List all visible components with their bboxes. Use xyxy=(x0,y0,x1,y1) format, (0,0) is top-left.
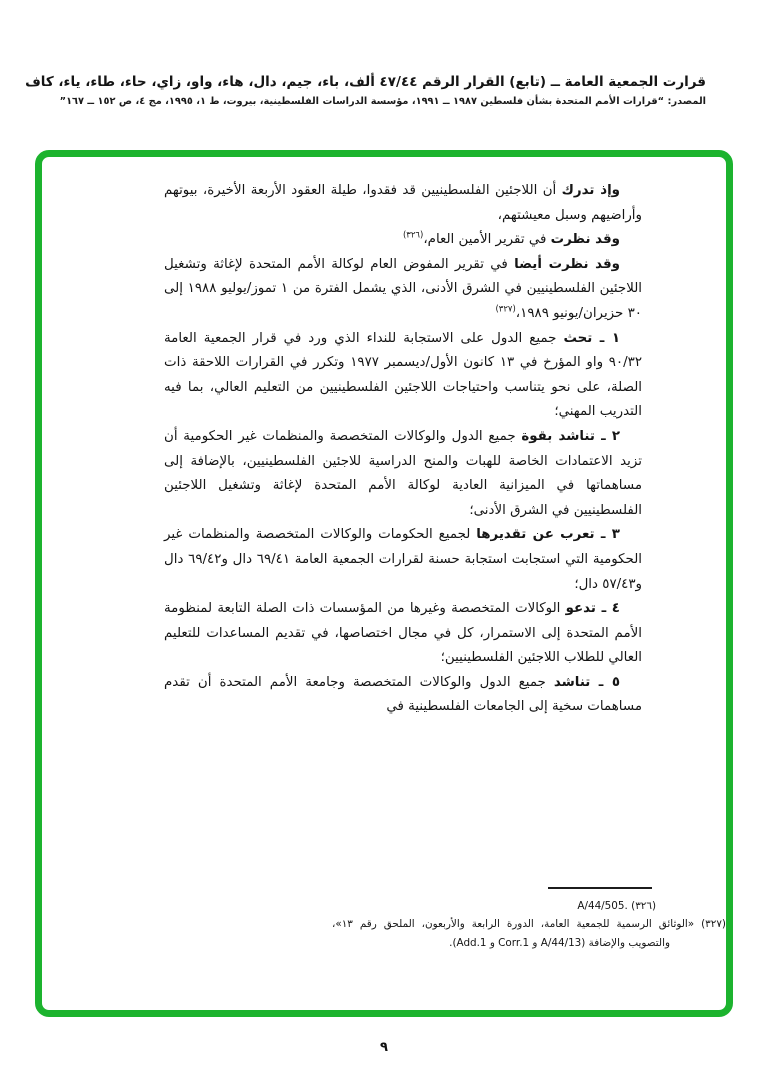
paragraph: وإذ تدرك أن اللاجئين الفلسطينيين قد فقدوا، طيلة العقود الأربعة الأخيرة، بيوتهم وأراضيهم وسبل معيشتهم، xyxy=(164,183,642,223)
paragraph-lead: ٢ ـ تناشد بقوة xyxy=(521,428,620,444)
footnotes-list xyxy=(328,897,726,953)
footnote xyxy=(328,897,726,916)
highlight-frame xyxy=(35,150,733,1017)
paragraph: ٢ ـ تناشد بقوة جميع الدول والوكالات المتخصصة والمنظمات غير الحكومية أن تزيد الاعتمادات الخاصة للهبات والمنح الدراسية للاجئين الفلسطينيين، بالإضافة إلى مساهماتها في الميزانية العادية لوكالة الأمم المتحدة لإغاثة وتشغيل اللاجئين الفلسطينيين في الشرق الأدنى؛ xyxy=(164,428,642,518)
footnote-text: A/44/505. xyxy=(577,899,628,912)
paragraph-lead: وقد نظرت xyxy=(550,232,620,248)
header-title: قرارت الجمعية العامة ــ (تابع) القرار الرقم ٤٧/٤٤ ألف، باء، جيم، دال، هاء، واو، زاي، حاء، طاء، ياء، كاف xyxy=(25,74,706,90)
footnote-reference: (٣٢٧) xyxy=(495,304,516,315)
paragraph-lead: ٣ ـ تعرب عن تقديرها xyxy=(476,527,620,543)
paragraph: ٤ ـ تدعو الوكالات المتخصصة وغيرها من المؤسسات ذات الصلة التابعة لمنظومة الأمم المتحدة إلى الاستمرار، كل في مجال اختصاصها، في تقديم المساعدات للتعليم العالي للطلاب اللاجئين الفلسطينيين؛ xyxy=(164,601,642,666)
paragraph: ٥ ـ تناشد جميع الدول والوكالات المتخصصة وجامعة الأمم المتحدة أن تقدم مساهمات سخية إلى الجامعات الفلسطينية في xyxy=(164,674,642,715)
document-header xyxy=(25,74,706,107)
footnotes-section xyxy=(328,887,726,953)
footnote-number: (٣٢٧) xyxy=(701,918,726,930)
paragraph-lead: وقد نظرت أيضا xyxy=(514,256,620,272)
paragraph: وقد نظرت في تقرير الأمين العام،$^{(٣٢٦)}$ xyxy=(402,230,620,248)
paragraph: ١ ـ تحث جميع الدول على الاستجابة للنداء الذي ورد في قرار الجمعية العامة ٩٠/٣٢ واو المؤرخ في ١٣ كانون الأول/ديسمبر ١٩٧٧ وتكرر في القرارات اللاحقة ذات الصلة، على نحو يتناسب واحتياجات اللاجئين الفلسطينيين من التعليم العالي، بما فيه التدريب المهني؛ xyxy=(164,330,643,420)
paragraph-lead: ٤ ـ تدعو xyxy=(565,601,620,617)
footnote-text: «الوثائق الرسمية للجمعية العامة، الدورة الرابعة والأربعون، الملحق رقم ١٣»، والتصويب والإضافة (A/44/13 و Corr.1 و Add.1). xyxy=(332,918,695,949)
footnote xyxy=(328,915,726,952)
resolution-body xyxy=(164,179,642,720)
page-number: ٩ xyxy=(380,1040,388,1055)
paragraph-lead: ٥ ـ تناشد xyxy=(553,674,620,690)
footnote-divider xyxy=(548,887,652,889)
paragraph-lead: ١ ـ تحث xyxy=(563,330,620,346)
footnote-number: (٣٢٦) xyxy=(631,899,656,912)
paragraph-lead: وإذ تدرك xyxy=(561,183,620,198)
paragraph: وقد نظرت أيضا في تقرير المفوض العام لوكالة الأمم المتحدة لإغاثة وتشغيل اللاجئين الفلسطينيين في الشرق الأدنى، الذي يشمل الفترة من ١ تموز/يوليو ١٩٨٨ إلى ٣٠ حزيران/يونيو ١٩٨٩،$^{(٣٢٧)}$ xyxy=(164,256,643,321)
footnote-reference: (٣٢٦) xyxy=(402,230,424,241)
header-source: المصدر: “قرارات الأمم المتحدة بشأن فلسطين ١٩٨٧ ــ ١٩٩١، مؤسسة الدراسات الفلسطينية، بيروت، ط ١، ١٩٩٥، مج ٤، ص ١٥٢ ــ ١٦٧” xyxy=(59,96,706,107)
paragraph: ٣ ـ تعرب عن تقديرها لجميع الحكومات والوكالات المتخصصة والمنظمات غير الحكومية التي استجابت استجابة حسنة لقرارات الجمعية العامة ٦٩/٤١ دال و٦٩/٤٢ دال و٥٧/٤٣ دال؛ xyxy=(164,527,642,592)
